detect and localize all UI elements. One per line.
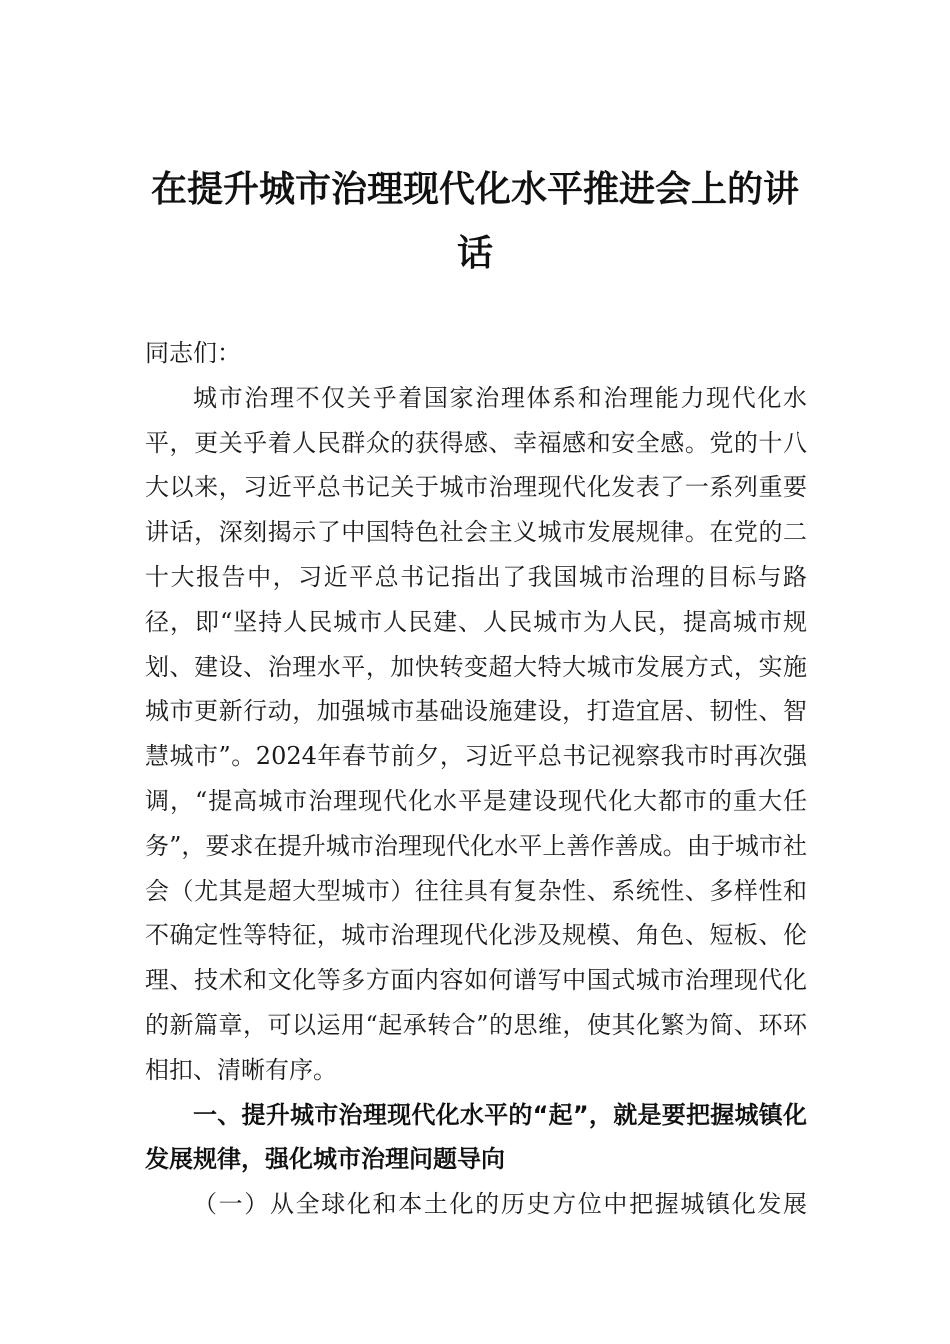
document-body (145, 331, 807, 1227)
section-heading: 一、提升城市治理现代化水平的“起”，就是要把握城镇化发展规律，强化城市治理问题导向 (145, 1100, 807, 1174)
salutation: 同志们： (145, 339, 241, 367)
body-paragraph: 城市治理不仅关乎着国家治理体系和治理能力现代化水平，更关乎着人民群众的获得感、幸福感和安全感。党的十八大以来，习近平总书记关于城市治理现代化发表了一系列重要讲话，深刻揭示了中国特色社会主义城市发展规律。在党的二十大报告中，习近平总书记指出了我国城市治理的目标与路径，即“坚持人民城市人民建、人民城市为人民，提高城市规划、建设、治理水平，加快转变超大特大城市发展方式，实施城市更新行动，加强城市基础设施建设，打造宜居、韧性、智慧城市”。2024年春节前夕，习近平总书记视察我市时再次强调，“提高城市治理现代化水平是建设现代化大都市的重大任务”，要求在提升城市治理现代化水平上善作善成。由于城市社会（尤其是超大型城市）往往具有复杂性、系统性、多样性和不确定性等特征，城市治理现代化涉及规模、角色、短板、伦理、技术和文化等多方面内容如何谱写中国式城市治理现代化的新篇章，可以运用“起承转合”的思维，使其化繁为简、环环相扣、清晰有序。 (145, 383, 807, 1084)
subsection-heading: （一）从全球化和本土化的历史方位中把握城镇化发展 (193, 1190, 807, 1219)
document-title: 在提升城市治理现代化水平推进会上的讲话 (150, 169, 799, 274)
